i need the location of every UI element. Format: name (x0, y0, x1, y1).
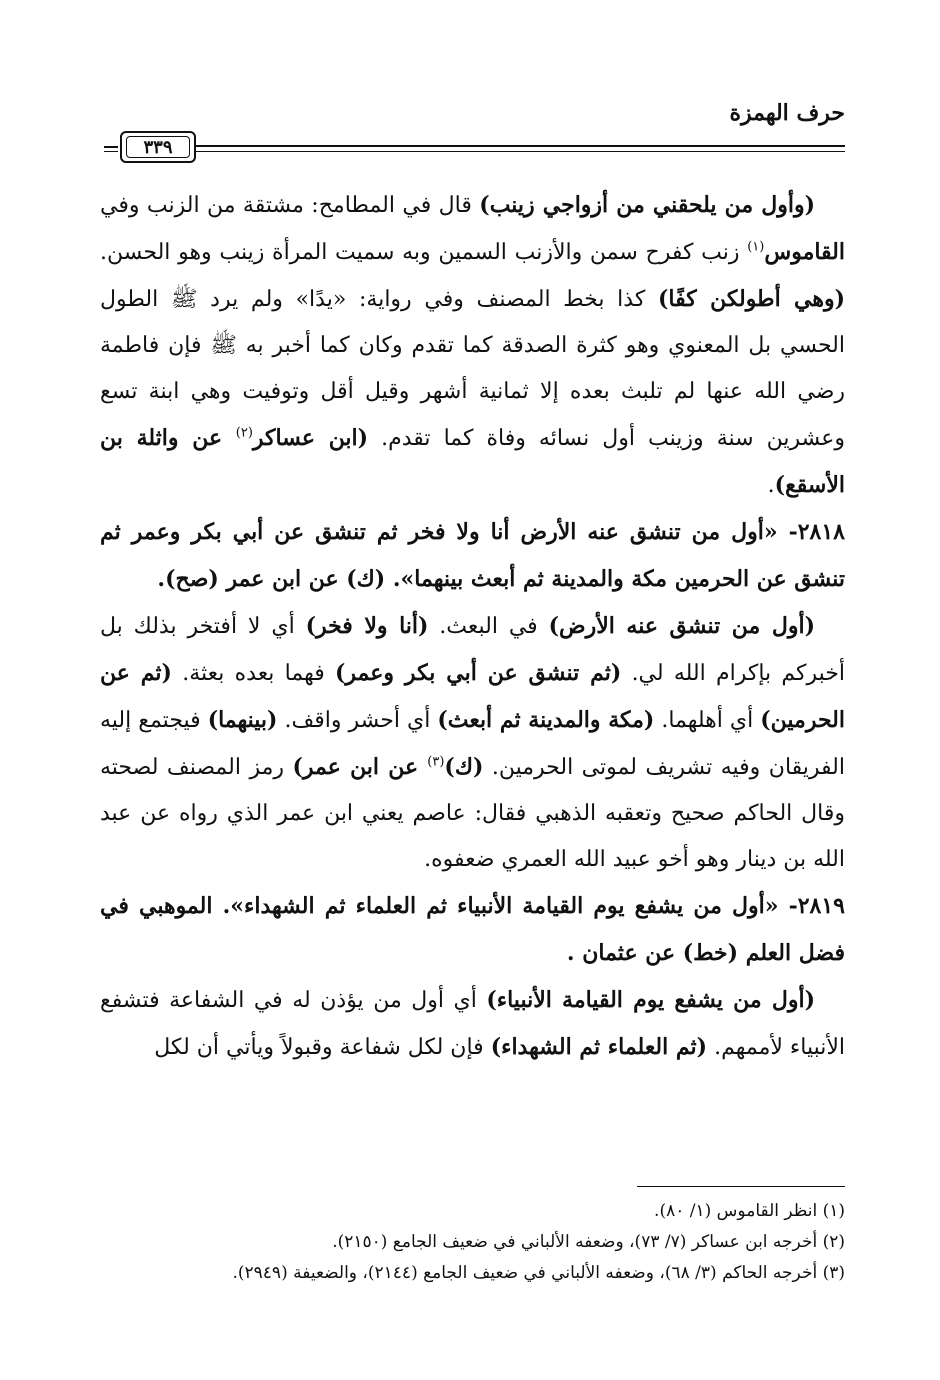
page-number-frame-stub-inner (104, 151, 118, 152)
footnote-3: (٣) أخرجه الحاكم (٣/ ٦٨)، وضعفه الألباني في ضعيف الجامع (٢١٤٤)، والضعيفة (٢٩٤٩). (232, 1263, 845, 1283)
body-text (100, 182, 845, 1071)
paragraph-commentary-1: (وأول من يلحقني من أزواجي زينب) قال في المطامح: مشتقة من الزنب وفي القاموس$^{(١)}$ زنب كفرح سمن والأزنب السمين وبه سميت المرأة زينب وهو الحسن. (وهي أطولكن كفًا) كذا بخط المصنف وفي رواية: «يدًا» ولم يرد ﷺ الطول الحسي بل المعنوي وهو كثرة الصدقة كما تقدم وكان كما أخبر به ﷺ فإن فاطمة رضي الله عنها لم تلبث بعده إلا ثمانية أشهر وقيل أقل وتوفيت وهي ابنة تسع وعشرين سنة وزينب أول نسائه وفاة كما تقدم. (ابن عساكر$^{(٢)}$ عن واثلة بن الأسقع). (100, 192, 846, 498)
page-number-frame (120, 131, 196, 163)
hadith-2818: ٢٨١٨- «أول من تنشق عنه الأرض أنا ولا فخر ثم تنشق عن أبي بكر وعمر ثم تنشق عن الحرمين مكة والمدينة ثم أبعث بينهما». (ك) عن ابن عمر (صح). (100, 519, 845, 592)
footnote-ref-3: (٣) (427, 754, 445, 770)
footnote-separator (637, 1186, 845, 1187)
hadith-2819: ٢٨١٩- «أول من يشفع يوم القيامة الأنبياء ثم العلماء ثم الشهداء». الموهبي في فضل العلم (خط) عن عثمان . (100, 893, 845, 966)
footnote-ref-2: (٢) (235, 425, 253, 441)
page-number-frame-stub (104, 146, 118, 148)
header-rule (196, 145, 845, 147)
running-header-title: حرف الهمزة (729, 100, 845, 126)
paragraph-commentary-3: (أول من يشفع يوم القيامة الأنبياء) أي أول من يؤذن له في الشفاعة فتشفع الأنبياء لأممهم. (ثم العلماء ثم الشهداء) فإن لكل شفاعة وقبولاً ويأتي أن لكل (100, 987, 845, 1060)
paragraph-commentary-2: (أول من تنشق عنه الأرض) في البعث. (أنا ولا فخر) أي لا أفتخر بذلك بل أخبركم بإكرام الله لي. (ثم تنشق عن أبي بكر وعمر) فهما بعده بعثة. (ثم عن الحرمين) أي أهلهما. (مكة والمدينة ثم أبعث) أي أحشر واقف. (بينهما) فيجتمع إليه الفريقان وفيه تشريف لموتى الحرمين. (ك)$^{(٣)}$ عن ابن عمر) رمز المصنف لصحته وقال الحاكم صحيح وتعقبه الذهبي فقال: عاصم يعني ابن عمر الذي رواه عن عبد الله بن دينار وهو أخو عبيد الله العمري ضعفوه. (100, 613, 845, 872)
header-rule-inner (196, 151, 845, 152)
footnote-1: (١) انظر القاموس (١/ ٨٠). (654, 1201, 845, 1221)
footnotes (100, 1196, 845, 1289)
page-number: ٣٣٩ (143, 136, 173, 158)
footnote-2: (٢) أخرجه ابن عساكر (٧/ ٧٣)، وضعفه الألباني في ضعيف الجامع (٢١٥٠). (332, 1232, 845, 1252)
footnote-ref-1: (١) (747, 239, 765, 255)
